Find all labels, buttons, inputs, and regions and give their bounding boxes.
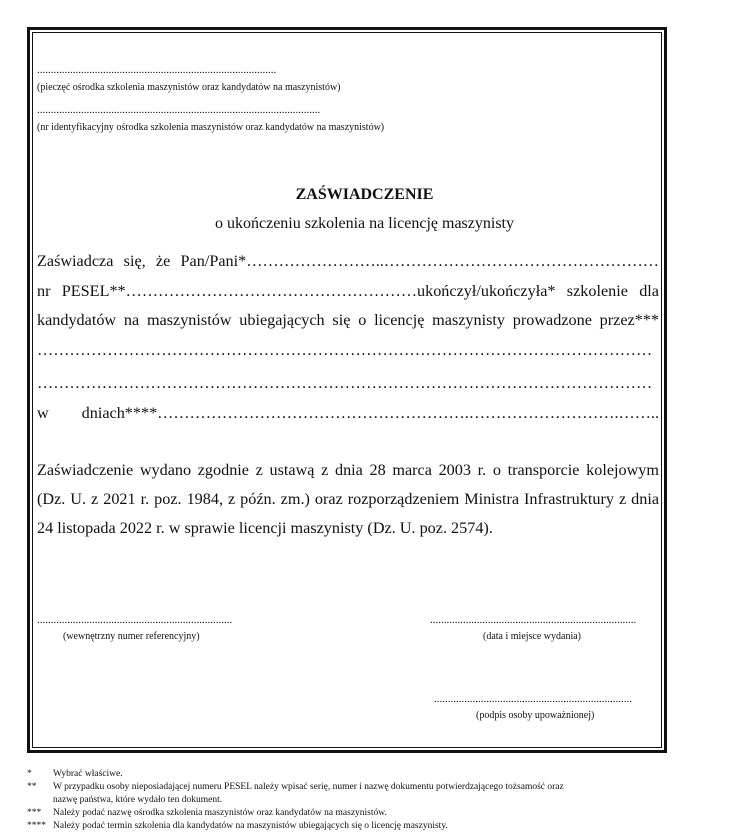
reference-number-dots: ....................................................................... xyxy=(37,614,233,626)
footnote-text: Wybrać właściwe. xyxy=(53,769,123,779)
form-line-blank-1: …………………………………………………………………………………………………… xyxy=(37,341,653,359)
id-caption: (nr identyfikacyjny ośrodka szkolenia maszynistów oraz kandydatów na maszynistów) xyxy=(37,122,385,133)
footnote-2 xyxy=(27,782,564,792)
footnote-4 xyxy=(27,821,448,831)
footnote-2-continued xyxy=(27,795,222,805)
form-line-dates: w dniach****………………………………………………….……………………….…….. xyxy=(37,404,659,422)
form-line-blank-2: …………………………………………………………………………………………………… xyxy=(37,374,653,392)
footnote-3 xyxy=(27,808,387,818)
stamp-field-dots: ....................................................................................... xyxy=(37,64,277,76)
id-field-dots: ....................................................................................................... xyxy=(37,104,321,116)
footnote-text: W przypadku osoby nieposiadającej numeru PESEL należy wpisać serię, numer i nazwę dokumentu potwierdzającego tożsamość oraz xyxy=(53,782,564,792)
document-subtitle: o ukończeniu szkolenia na licencję maszynisty xyxy=(214,215,514,232)
form-line-course: kandydatów na maszynistów ubiegających się o licencję maszynisty prowadzone przez*** xyxy=(37,311,659,329)
footnote-mark: **** xyxy=(27,821,46,831)
signature-dots: ........................................................................ xyxy=(434,693,632,705)
date-place-dots: ........................................................................... xyxy=(430,614,637,626)
statement-line-1: Zaświadczenie wydano zgodnie z ustawą z dnia 28 marca 2003 r. o transporcie kolejowym xyxy=(37,461,659,479)
form-line-name: Zaświadcza się, że Pan/Pani*……………………..…………………………………………… xyxy=(37,252,659,270)
footnote-text: nazwę państwa, które wydało ten dokument. xyxy=(53,795,223,805)
footnote-mark: ** xyxy=(27,782,37,792)
document-title: ZAŚWIADCZENIE xyxy=(295,186,434,203)
footnote-text: Należy podać termin szkolenia dla kandydatów na maszynistów ubiegających się o licencję maszynisty. xyxy=(53,821,448,831)
footnote-1 xyxy=(27,769,123,779)
form-line-pesel: nr PESEL**………………………………………………ukończył/ukończyła* szkolenie dla xyxy=(37,282,659,300)
footnote-mark: *** xyxy=(27,808,42,818)
reference-number-caption: (wewnętrzny numer referencyjny) xyxy=(63,631,200,642)
date-place-caption: (data i miejsce wydania) xyxy=(483,631,582,642)
statement-line-3: 24 listopada 2022 r. w sprawie licencji maszynisty (Dz. U. poz. 2574). xyxy=(37,519,493,537)
statement-line-2: (Dz. U. z 2021 r. poz. 1984, z późn. zm.) oraz rozporządzeniem Ministra Infrastruktury z dnia xyxy=(37,490,659,508)
footnote-mark: * xyxy=(27,769,32,779)
stamp-caption: (pieczęć ośrodka szkolenia maszynistów oraz kandydatów na maszynistów) xyxy=(37,82,341,93)
signature-caption: (podpis osoby upoważnionej) xyxy=(476,710,595,721)
footnote-text: Należy podać nazwę ośrodka szkolenia maszynistów oraz kandydatów na maszynistów. xyxy=(53,808,387,818)
